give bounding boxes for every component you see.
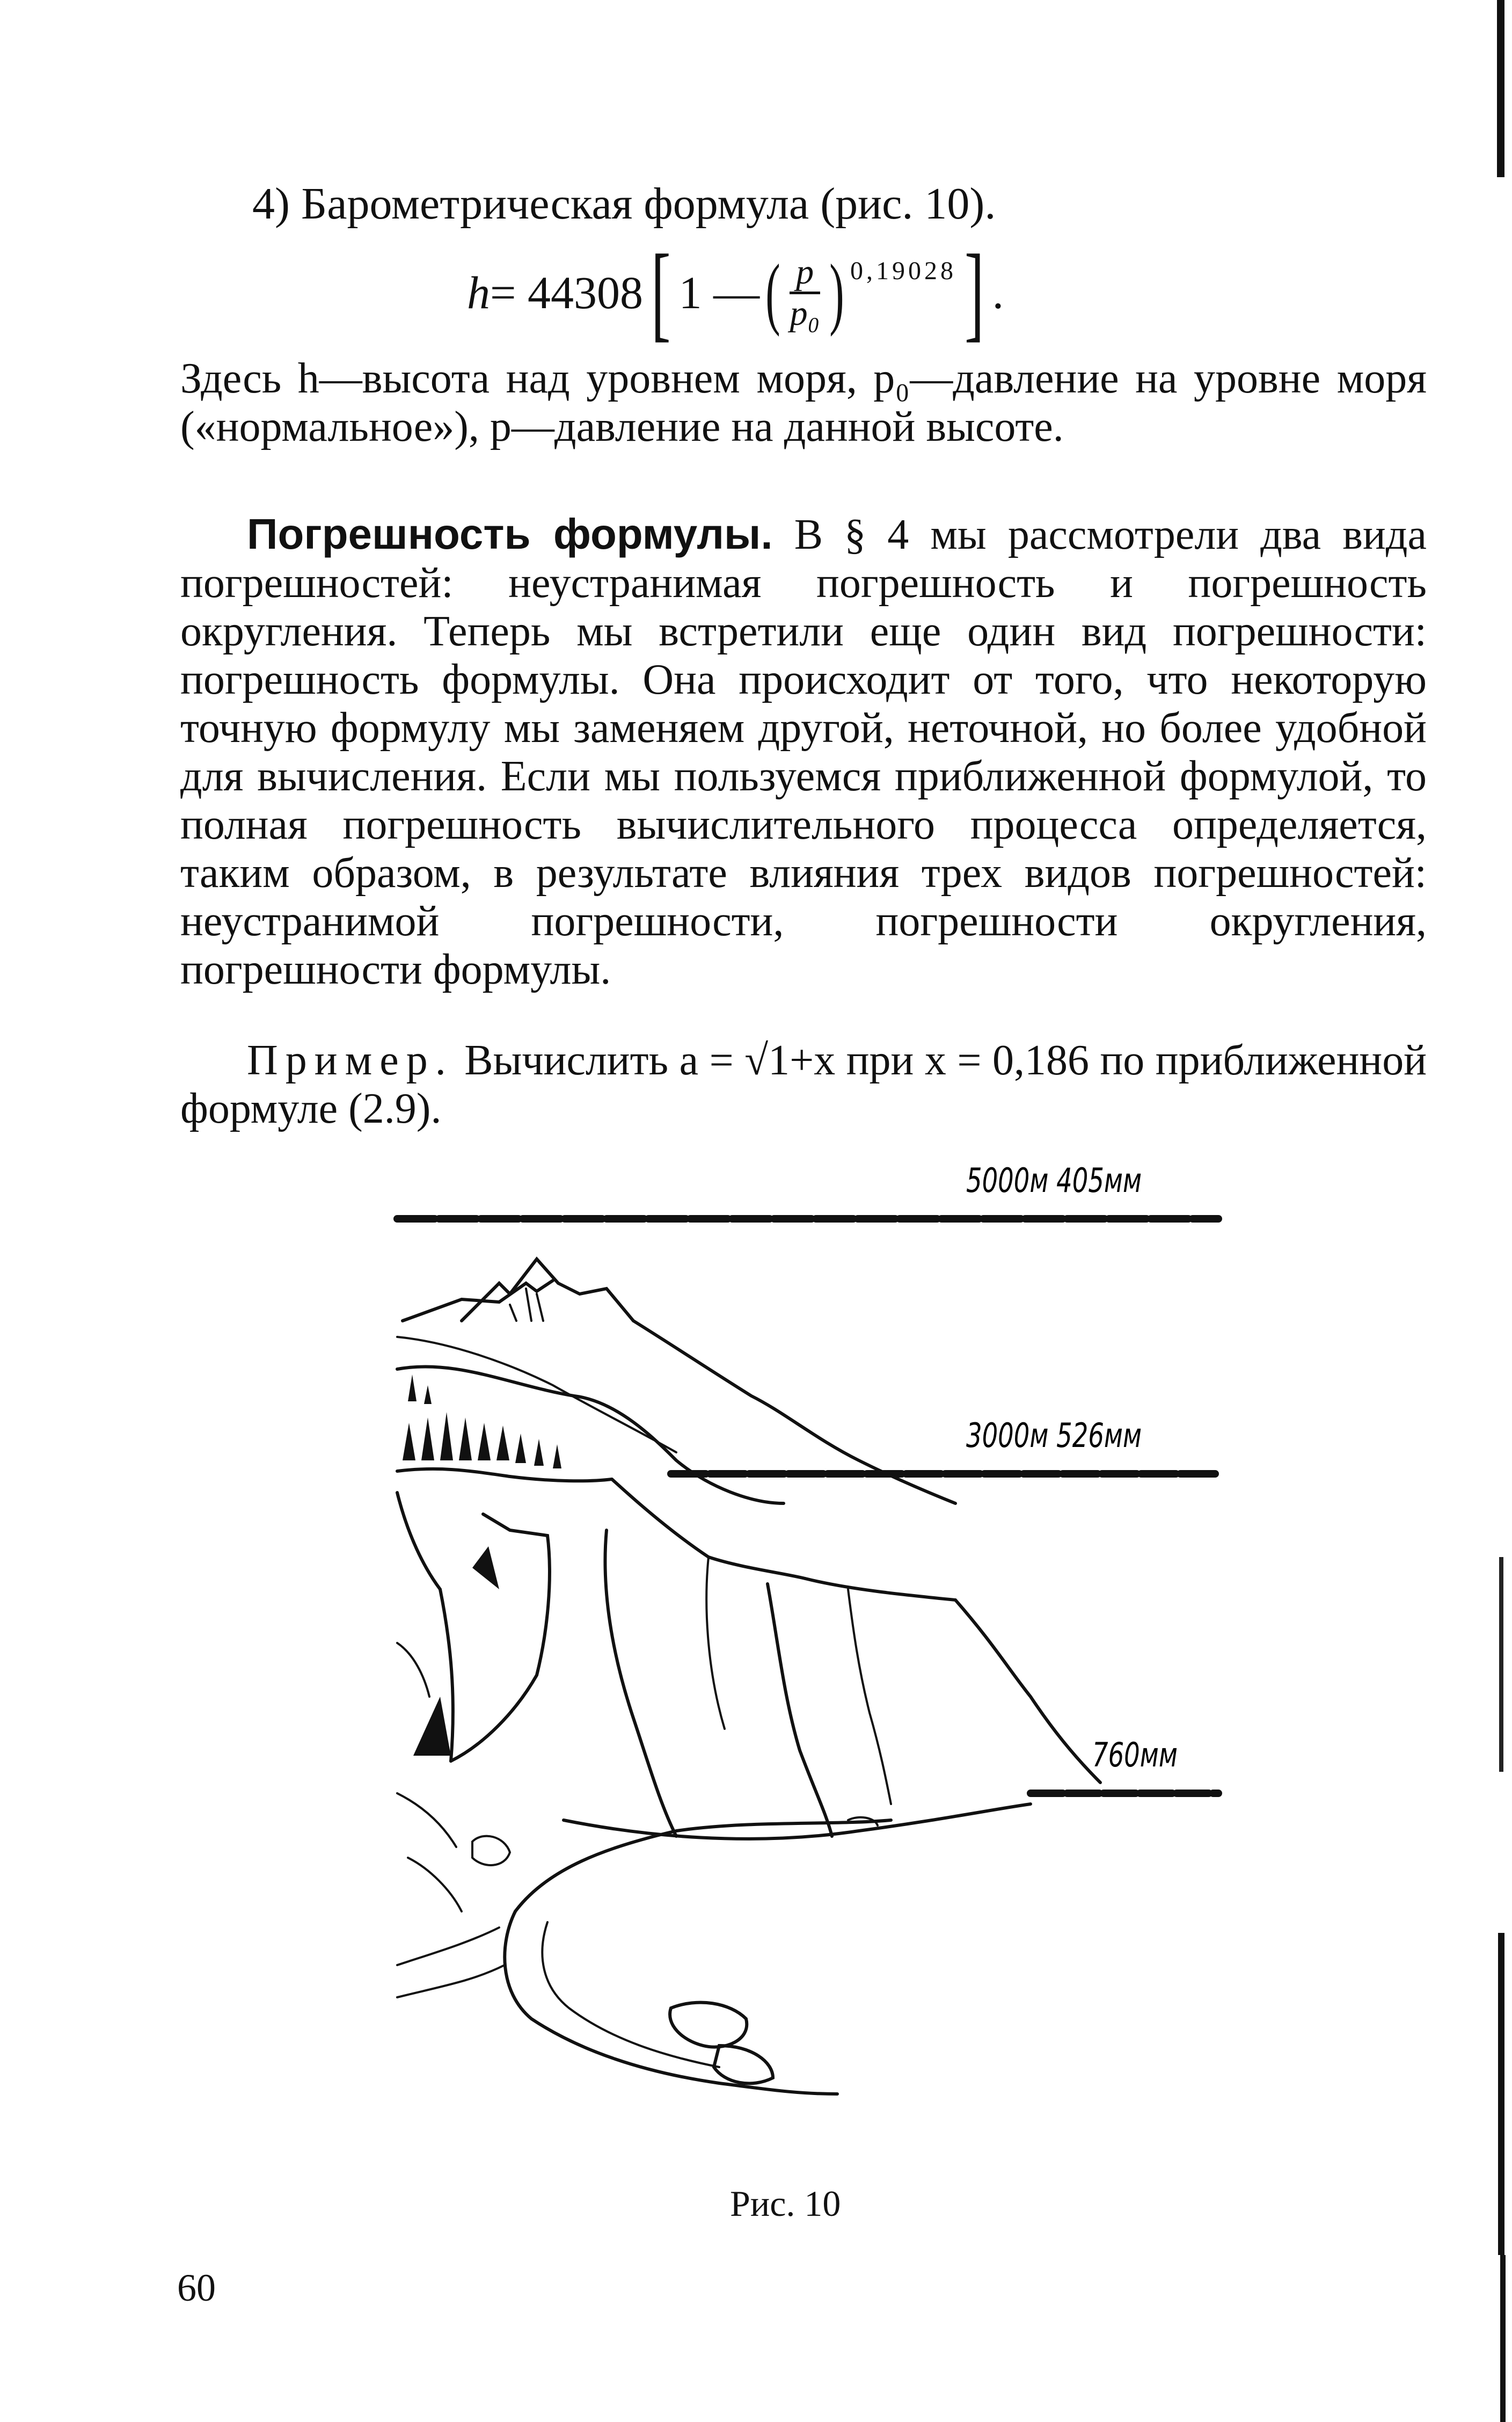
figure-label-5000: 5000м 405мм — [966, 1161, 1142, 1200]
figure-label-760: 760мм — [1092, 1735, 1178, 1774]
figure-caption: Рис. 10 — [730, 2183, 841, 2224]
fraction-denominator: p₀ — [790, 293, 820, 333]
page-edge-artifact — [1492, 0, 1507, 2422]
figure-10 — [376, 1160, 1245, 2180]
error-section-title: Погрешность формулы. — [247, 510, 773, 558]
mountain-illustration — [376, 1160, 1245, 2180]
left-bracket: [ — [651, 233, 671, 352]
example-paragraph — [180, 1036, 1427, 1133]
formula-equals: = 44308 — [490, 267, 644, 318]
example-section — [180, 1036, 1427, 1133]
right-paren: ) — [829, 248, 844, 337]
right-bracket: ] — [965, 233, 984, 352]
formula-lhs: h — [467, 267, 490, 318]
formula-one-minus: 1 — — [678, 267, 760, 318]
formula-explanation — [180, 354, 1427, 451]
error-section-body: В § 4 мы рассмотрели два вида погрешностей: неустранимая погрешность и погрешность округления. Теперь мы встретили еще один вид погрешности: погрешность формулы. Она происходит от того, что некоторую точную формулу мы заменяем другой, неточной, но более удобной для вычисления. Если мы пользуемся приближенной формулой, то полная погрешность вычислительного процесса определяется, таким образом, в результате влияния трех видов погрешностей: неустранимой погрешности, погрешности округления, погрешности формулы. — [180, 511, 1427, 993]
page-number: 60 — [177, 2266, 216, 2309]
figure-label-3000: 3000м 526мм — [966, 1416, 1142, 1455]
example-text: Вычислить a = √1+x при x = 0,186 по приближенной формуле (2.9). — [180, 1037, 1427, 1132]
formula-item-heading: 4) Барометрическая формула (рис. 10). — [252, 179, 996, 229]
example-label: Пример. — [247, 1037, 454, 1084]
error-section — [180, 510, 1427, 994]
explanation-paragraph: Здесь h—высота над уровнем моря, p₀—давление на уровне моря («нормальное»), p—давление на данной высоте. — [180, 355, 1427, 450]
pressure-fraction — [790, 253, 820, 333]
barometric-formula — [467, 233, 1004, 352]
left-paren: ( — [765, 248, 780, 337]
formula-exponent: 0,19028 — [850, 257, 957, 285]
fraction-numerator: p — [790, 253, 820, 294]
formula-end-dot: . — [992, 267, 1004, 318]
error-paragraph — [180, 510, 1427, 994]
